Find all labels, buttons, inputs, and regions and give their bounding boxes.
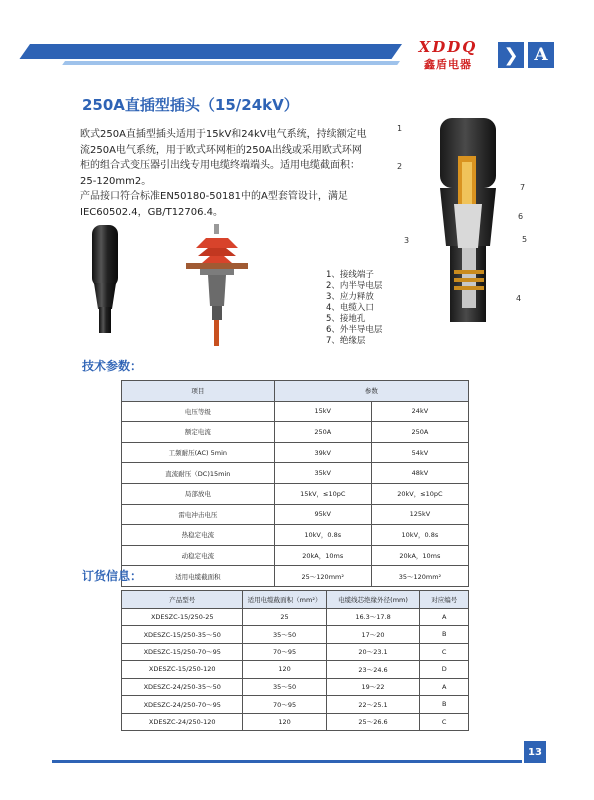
- cell: 20kA，10ms: [274, 545, 371, 566]
- cell: 雷电冲击电压: [122, 504, 275, 525]
- table-header-row: [122, 381, 469, 402]
- cell: A: [420, 678, 469, 696]
- table-row: [122, 504, 469, 525]
- cell: 54kV: [371, 442, 468, 463]
- callout-number: 7: [520, 183, 526, 192]
- legend-item: 5、接地孔: [326, 314, 366, 324]
- cell: 20kV，≤10pC: [371, 483, 468, 504]
- cell: XDESZC-15/250-120: [122, 661, 243, 679]
- logo-cn: 鑫盾电器: [424, 58, 472, 71]
- cell: 39kV: [274, 442, 371, 463]
- legend-item: 7、绝缘层: [326, 336, 366, 346]
- cell: 35～50: [243, 678, 326, 696]
- plug-photo: [84, 225, 124, 333]
- legend-item: 6、外半导电层: [326, 325, 383, 335]
- cell: 15kV: [274, 401, 371, 422]
- callout-number: 5: [522, 235, 528, 244]
- table-row: [122, 566, 469, 587]
- cell: 17～20: [326, 626, 420, 644]
- header-cell: 电缆线芯绝缘外径(mm): [326, 591, 420, 609]
- cell: A: [420, 608, 469, 626]
- table-header-row: [122, 591, 469, 609]
- cell: 70～95: [243, 696, 326, 714]
- legend-item: 4、电缆入口: [326, 303, 374, 313]
- cell: 电压等级: [122, 401, 275, 422]
- table-row: [122, 422, 469, 443]
- legend-item: 1、接线端子: [326, 270, 374, 280]
- cell: 35～120mm²: [371, 566, 468, 587]
- cell: 25: [243, 608, 326, 626]
- page-number: 13: [524, 741, 546, 763]
- next-arrow-icon[interactable]: ❯: [498, 42, 524, 68]
- table-row: [122, 626, 469, 644]
- header-cell: 对应编号: [420, 591, 469, 609]
- cell: 125kV: [371, 504, 468, 525]
- cell: 23～24.6: [326, 661, 420, 679]
- callout-number: 1: [397, 124, 403, 133]
- cell: C: [420, 643, 469, 661]
- header-cell: 参数: [274, 381, 468, 402]
- callout-number: 3: [404, 236, 410, 245]
- table-row: [122, 696, 469, 714]
- cell: 70～95: [243, 643, 326, 661]
- description-line: IEC60502.4，GB/T12706.4。: [80, 206, 224, 218]
- cell: 20kA，10ms: [371, 545, 468, 566]
- cell: 250A: [274, 422, 371, 443]
- parts-legend: [326, 270, 382, 347]
- insulator-photo: [186, 224, 248, 346]
- footer-line: [52, 760, 522, 763]
- table-row: [122, 643, 469, 661]
- table-row: [122, 442, 469, 463]
- cell: 10kV，0.8s: [274, 525, 371, 546]
- header-band: [19, 44, 402, 59]
- table-row: [122, 401, 469, 422]
- table-row: [122, 483, 469, 504]
- cell: 额定电流: [122, 422, 275, 443]
- legend-item: 3、应力释放: [326, 292, 374, 302]
- callout-number: 6: [518, 212, 524, 221]
- cell: 120: [243, 713, 326, 731]
- product-description: [80, 127, 380, 220]
- section-letter-badge: A: [528, 42, 554, 68]
- cell: 直流耐压（DC)15min: [122, 463, 275, 484]
- cell: 48kV: [371, 463, 468, 484]
- cell: 250A: [371, 422, 468, 443]
- description-line: 欧式250A直插型插头适用于15kV和24kV电气系统，持续额定电: [80, 129, 367, 140]
- cell: XDESZC-24/250-70～95: [122, 696, 243, 714]
- table-row: [122, 678, 469, 696]
- description-line: 25-120mm2。: [80, 175, 152, 187]
- cell: XDESZC-15/250-35～50: [122, 626, 243, 644]
- header-band-accent: [62, 61, 400, 65]
- cell: 16.3～17.8: [326, 608, 420, 626]
- header-cell: 产品型号: [122, 591, 243, 609]
- cell: 适用电缆截面积: [122, 566, 275, 587]
- cell: 热稳定电流: [122, 525, 275, 546]
- table-row: [122, 661, 469, 679]
- cell: 19～22: [326, 678, 420, 696]
- cell: 工频耐压(AC) 5min: [122, 442, 275, 463]
- cell: 22～25.1: [326, 696, 420, 714]
- brand-logo: [408, 38, 488, 74]
- cell: 15kV，≤10pC: [274, 483, 371, 504]
- cell: XDESZC-15/250-25: [122, 608, 243, 626]
- cell: 25～120mm²: [274, 566, 371, 587]
- cell: XDESZC-24/250-35～50: [122, 678, 243, 696]
- table-row: [122, 713, 469, 731]
- description-line: 柜的组合式变压器引出线专用电缆终端端头。适用电缆截面积：: [80, 160, 360, 171]
- cell: 24kV: [371, 401, 468, 422]
- table-row: [122, 525, 469, 546]
- cell: 120: [243, 661, 326, 679]
- cell: 95kV: [274, 504, 371, 525]
- cell: 10kV，0.8s: [371, 525, 468, 546]
- cell: 35kV: [274, 463, 371, 484]
- cell: 25～26.6: [326, 713, 420, 731]
- callout-number: 2: [397, 162, 403, 171]
- spec-section-title: 技术参数：: [82, 359, 143, 373]
- table-row: [122, 463, 469, 484]
- order-table: [121, 590, 469, 731]
- description-line: 流250A电气系统，用于欧式环网柜的250A出线或采用欧式环网: [80, 144, 362, 156]
- legend-item: 2、内半导电层: [326, 281, 383, 291]
- table-row: [122, 545, 469, 566]
- cross-section-photo: [410, 118, 528, 322]
- description-line: 产品接口符合标准EN50180-50181中的A型套管设计，满足: [80, 191, 348, 202]
- cell: B: [420, 696, 469, 714]
- page-title: 250A直插型插头（15/24kV）: [82, 96, 299, 114]
- logo-en: XDDQ: [418, 38, 478, 56]
- cell: B: [420, 626, 469, 644]
- cell: C: [420, 713, 469, 731]
- spec-table: [121, 380, 469, 587]
- cell: XDESZC-24/250-120: [122, 713, 243, 731]
- cell: 20～23.1: [326, 643, 420, 661]
- header-cell: 适用电缆截面积（mm²）: [243, 591, 326, 609]
- cell: D: [420, 661, 469, 679]
- table-row: [122, 608, 469, 626]
- cell: XDESZC-15/250-70～95: [122, 643, 243, 661]
- cell: 35～50: [243, 626, 326, 644]
- cell: 动稳定电流: [122, 545, 275, 566]
- callout-number: 4: [516, 294, 522, 303]
- header-cell: 项目: [122, 381, 275, 402]
- order-section-title: 订货信息：: [82, 569, 143, 583]
- cell: 局部放电: [122, 483, 275, 504]
